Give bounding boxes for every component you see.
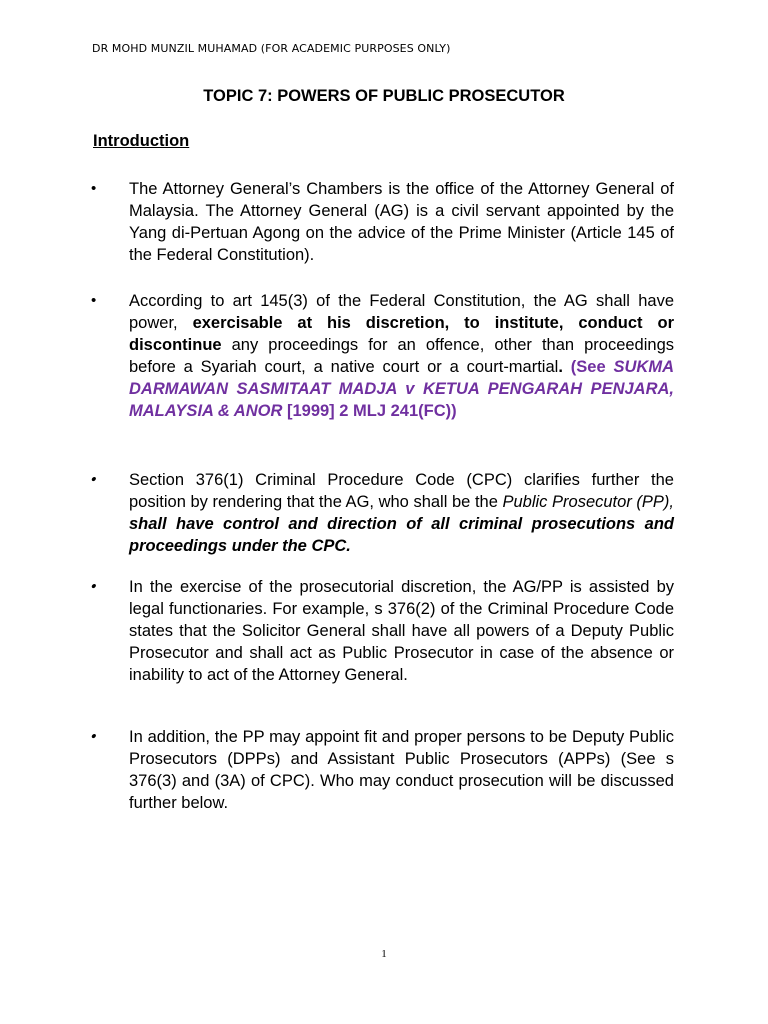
paragraph-text bbox=[129, 290, 674, 422]
citation-reference: [1999] 2 MLJ 241(FC)) bbox=[282, 402, 457, 420]
text-run: . bbox=[558, 358, 563, 376]
case-citation: SUKMA DARMAWAN SASMITAAT MADJA v KETUA PENGARAH PENJARA, MALAYSIA & ANOR bbox=[129, 358, 674, 420]
bullet-icon: • bbox=[88, 728, 99, 745]
bullet-icon: • bbox=[91, 292, 97, 309]
section-heading: Introduction bbox=[93, 132, 190, 150]
bullet-icon: • bbox=[91, 180, 97, 197]
paragraph-text: The Attorney General’s Chambers is the office of the Attorney General of Malaysia. The Attorney General (AG) is a civil servant appointed by the Yang di-Pertuan Agong on the advice of the Prime Minister (Article 145 of the Federal Constitution). bbox=[129, 180, 674, 264]
text-run: any proceedings for an offence, other than proceedings before a Syariah court, a native court or a court-martial bbox=[129, 336, 674, 376]
citation-prefix: (See bbox=[562, 358, 614, 376]
page-number: 1 bbox=[381, 948, 387, 960]
bullet-icon: • bbox=[88, 578, 99, 595]
document-header: DR MOHD MUNZIL MUHAMAD (FOR ACADEMIC PURPOSES ONLY) bbox=[92, 42, 451, 55]
page-title: TOPIC 7: POWERS OF PUBLIC PROSECUTOR bbox=[203, 87, 565, 105]
paragraph-text bbox=[129, 469, 674, 557]
bullet-icon: • bbox=[88, 471, 99, 488]
text-run: Section 376(1) Criminal Procedure Code (CPC) clarifies further the position by rendering that the AG, who shall be the bbox=[129, 471, 674, 511]
text-run: According to art 145(3) of the Federal Constitution, the AG shall have power, bbox=[129, 292, 674, 332]
paragraph-text: In addition, the PP may appoint fit and proper persons to be Deputy Public Prosecutors (DPPs) and Assistant Public Prosecutors (APPs) (See s 376(3) and (3A) of CPC). Who may conduct prosecution will be discussed further below. bbox=[129, 728, 674, 812]
bold-text: exercisable at his discretion, to institute, conduct or discontinue bbox=[129, 314, 674, 354]
paragraph-text: In the exercise of the prosecutorial discretion, the AG/PP is assisted by legal functionaries. For example, s 376(2) of the Criminal Procedure Code states that the Solicitor General shall have all powers of a Deputy Public Prosecutor and shall act as Public Prosecutor in case of the absence or inability to act of the Attorney General. bbox=[129, 578, 674, 684]
italic-text: Public Prosecutor (PP), bbox=[502, 493, 674, 511]
bold-italic-text: shall have control and direction of all criminal prosecutions and proceedings under the CPC. bbox=[129, 515, 674, 555]
